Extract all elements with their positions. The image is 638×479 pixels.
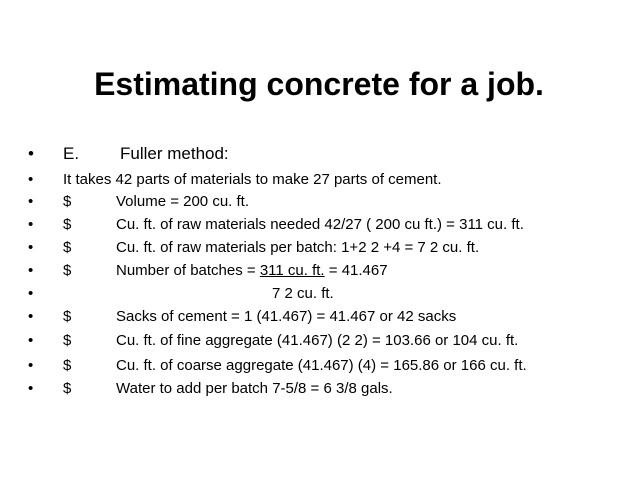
batches-numerator: 311 cu. ft. <box>259 262 325 279</box>
bullet-glyph: • <box>28 239 34 256</box>
ratio-text: It takes 42 parts of materials to make 27 parts of cement. <box>63 171 442 188</box>
sacks-text: Sacks of cement = 1 (41.467) = 41.467 or 42 sacks <box>116 308 457 325</box>
volume-text: Volume = 200 cu. ft. <box>116 193 250 210</box>
raw-needed-text: Cu. ft. of raw materials needed 42/27 ( 200 cu ft.) = 311 cu. ft. <box>116 216 524 233</box>
bullet-glyph: • <box>28 171 34 188</box>
bullet-item-water <box>0 379 638 399</box>
dollar-symbol: $ <box>63 239 72 256</box>
water-text: Water to add per batch 7-5/8 = 6 3/8 gals. <box>116 380 393 397</box>
bullet-item-raw-per-batch <box>0 238 638 258</box>
bullet-item-denominator <box>0 284 638 304</box>
dollar-symbol: $ <box>63 193 72 210</box>
fine-aggregate-text: Cu. ft. of fine aggregate (41.467) (2 2) = 103.66 or 104 cu. ft. <box>116 332 519 349</box>
bullet-item-ratio <box>0 170 638 190</box>
batches-label: Number of batches = <box>116 262 260 279</box>
raw-per-batch-text: Cu. ft. of raw materials per batch: 1+2 2 +4 = 7 2 cu. ft. <box>116 239 480 256</box>
slide-title: Estimating concrete for a job. <box>94 66 544 102</box>
bullet-item-sacks <box>0 307 638 327</box>
bullet-item-volume <box>0 192 638 212</box>
dollar-symbol: $ <box>63 308 72 325</box>
bullet-glyph: • <box>28 144 34 163</box>
bullet-glyph: • <box>28 285 34 302</box>
bullet-glyph: • <box>28 216 34 233</box>
bullet-glyph: • <box>28 308 34 325</box>
method-name: Fuller method: <box>120 144 229 163</box>
bullet-glyph: • <box>28 193 34 210</box>
dollar-symbol: $ <box>63 262 72 279</box>
bullet-glyph: • <box>28 332 34 349</box>
dollar-symbol: $ <box>63 357 72 374</box>
bullet-glyph: • <box>28 262 34 279</box>
bullet-glyph: • <box>28 380 34 397</box>
dollar-symbol: $ <box>63 332 72 349</box>
batches-text <box>116 261 388 281</box>
dollar-symbol: $ <box>63 380 72 397</box>
method-prefix: E. <box>63 144 80 163</box>
coarse-aggregate-text: Cu. ft. of coarse aggregate (41.467) (4) = 165.86 or 166 cu. ft. <box>116 357 527 374</box>
bullet-item-coarse <box>0 356 638 376</box>
batches-denominator: 7 2 cu. ft. <box>272 285 334 302</box>
batches-result: = 41.467 <box>324 262 388 279</box>
dollar-symbol: $ <box>63 216 72 233</box>
bullet-item-raw-needed <box>0 215 638 235</box>
bullet-item-fine <box>0 331 638 351</box>
bullet-item-method <box>0 143 638 165</box>
bullet-glyph: • <box>28 357 34 374</box>
bullet-item-batches <box>0 261 638 281</box>
